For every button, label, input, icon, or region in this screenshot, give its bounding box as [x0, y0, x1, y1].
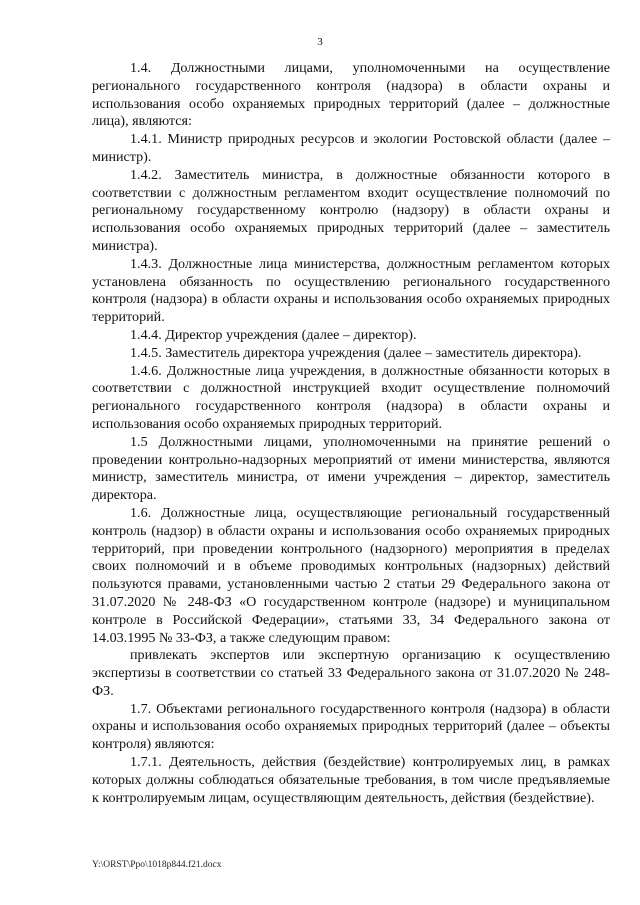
paragraph-1-4-1: 1.4.1. Министр природных ресурсов и экологии Ростовской области (далее – министр).	[92, 131, 610, 165]
paragraph-1-4-2: 1.4.2. Заместитель министра, в должностные обязанности которого в соответствии с должностным регламентом входит осуществление полномочий по региональному государственному контролю (надзору) в области охраны и использования особо охраняемых природных территорий (далее – заместитель министра).	[92, 166, 610, 254]
paragraph-1-4-5: 1.4.5. Заместитель директора учреждения (далее – заместитель директора).	[130, 344, 582, 361]
paragraph-1-4-6: 1.4.6. Должностные лица учреждения, в должностные обязанности которых в соответствии с должностной инструкцией входит осуществление полномочий регионального государственного контроля (надзора) в области охраны и использования особо охраняемых природных территорий.	[92, 362, 610, 432]
paragraph-1-4-4: 1.4.4. Директор учреждения (далее – директор).	[130, 326, 417, 343]
paragraph-1-4-3: 1.4.3. Должностные лица министерства, должностным регламентом которых установлена обязанность по осуществлению регионального государственного контроля (надзора) в области охраны и использования особо охраняемых природных территорий.	[92, 255, 610, 326]
paragraph-1-5: 1.5 Должностными лицами, уполномоченными на принятие решений о проведении контрольно-надзорных мероприятий от имени министерства, являются министр, заместитель министра, от имени учреждения – директор, заместитель директора.	[92, 433, 610, 504]
footer-file-path: Y:\ORST\Ppo\1018p844.f21.docx	[92, 860, 222, 870]
paragraph-1-6-right: привлекать экспертов или экспертную организацию к осуществлению экспертизы в соответствии со статьей 33 Федерального закона от 31.07.2020 № 248-ФЗ.	[92, 647, 610, 699]
paragraph-1-4: 1.4. Должностными лицами, уполномоченными на осуществление регионального государственного контроля (надзора) в области охраны и использования особо охраняемых природных территорий (далее – должностные лица), являются:	[92, 60, 610, 130]
paragraph-1-7-1: 1.7.1. Деятельность, действия (бездействие) контролируемых лиц, в рамках которых должны соблюдаться обязательные требования, в том числе предъявляемые к контролируемым лицам, осуществляющим деятельность, действия (бездействие).	[92, 754, 610, 806]
paragraph-1-7: 1.7. Объектами регионального государственного контроля (надзора) в области охраны и использования особо охраняемых природных территорий (далее – объекты контроля) являются:	[92, 700, 610, 753]
paragraph-1-6: 1.6. Должностные лица, осуществляющие региональный государственный контроль (надзор) в области охраны и использования особо охраняемых природных территорий, при проведении контрольного (надзорного) мероприятия в пределах своих полномочий и в объеме проводимых контрольных (надзорных) действий пользуются правами, установленными частью 2 статьи 29 Федерального закона от 31.07.2020 № 248-ФЗ «О государственном контроле (надзоре) и муниципальном контроле в Российской Федерации», статьями 33, 34 Федерального закона от 14.03.1995 № 33-ФЗ, а также следующим правом:	[92, 504, 610, 646]
document-body	[92, 60, 610, 807]
page-number: 3	[317, 36, 323, 48]
